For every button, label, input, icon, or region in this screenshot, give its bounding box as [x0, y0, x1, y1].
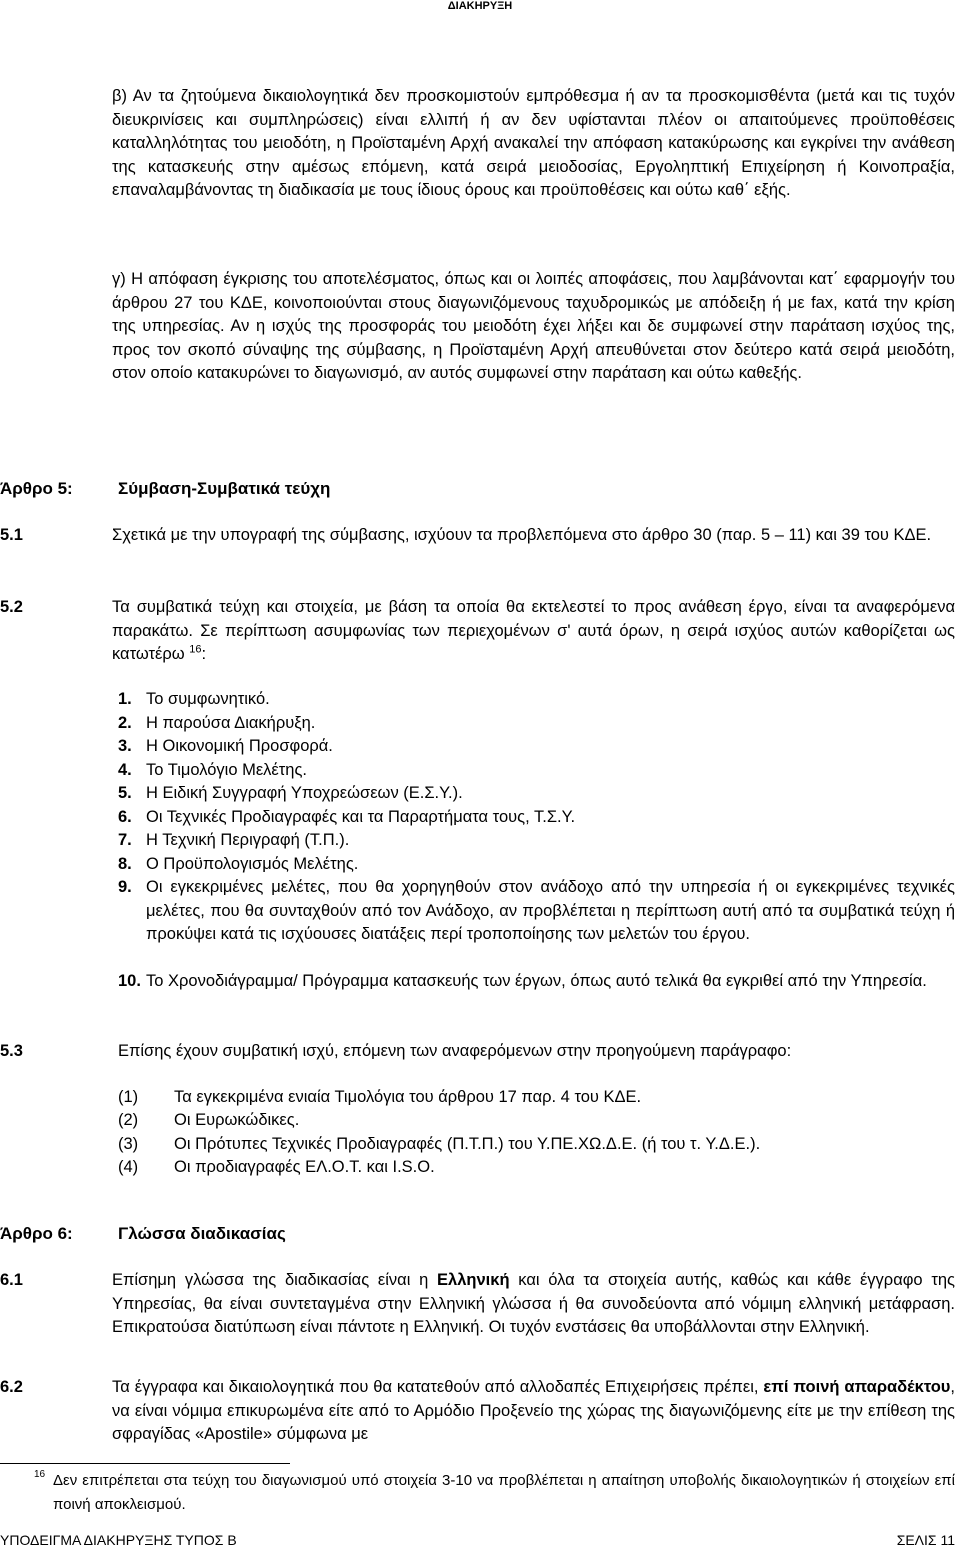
- article-6-label: Άρθρο 6:: [0, 1224, 73, 1243]
- list-item: 3. Η Οικονομική Προσφορά.: [118, 737, 333, 755]
- paragraph-c: γ) Η απόφαση έγκρισης του αποτελέσματος, όπως και οι λοιπές αποφάσεις, που λαμβάνονται κατ΄ εφαρμογήν του άρθρου 27 του ΚΔΕ, κοινοποιούνται στους διαγωνιζόμενους ταχυδρομικώς με απόδειξη ή με fax, κατά την κρίση της υπηρεσίας. Αν η ισχύς της προσφοράς του μειοδότη έχει λήξει και δε συμφωνεί στην παράταση ισχύος της, προς τον σκοπό σύναψης της σύμβασης, η Προϊσταμένη Αρχή απευθύνεται στον δεύτερο κατά σειρά μειοδότη, στον οποίο κατακυρώνει το διαγωνισμό, αν αυτός συμφωνεί στην παράταση και ούτω καθεξής.: [112, 270, 955, 382]
- section-text: Σχετικά με την υπογραφή της σύμβασης, ισχύουν τα προβλεπόμενα στο άρθρο 30 (παρ. 5 – 11) και 39 του ΚΔΕ.: [112, 526, 932, 544]
- footnote-separator: [0, 1463, 290, 1464]
- article-5-label: Άρθρο 5:: [0, 479, 73, 498]
- list-item: 6. Οι Τεχνικές Προδιαγραφές και τα Παραρτήματα τους, Τ.Σ.Υ.: [118, 808, 576, 826]
- list-item-10: 10. Το Χρονοδιάγραμμα/ Πρόγραμμα κατασκευής των έργων, όπως αυτό τελικά θα εγκριθεί από την Υπηρεσία.: [118, 972, 927, 990]
- footer-left: ΥΠΟΔΕΙΓΜΑ ΔΙΑΚΗΡΥΞΗΣ ΤΥΠΟΣ Β: [0, 1532, 237, 1548]
- section-number: 6.2: [0, 1378, 23, 1396]
- article-5-title: Σύμβαση-Συμβατικά τεύχη: [118, 479, 331, 498]
- sub-list-item: (2) Οι Ευρωκώδικες.: [118, 1111, 300, 1129]
- list-item-9: 9. Οι εγκεκριμένες μελέτες, που θα χορηγηθούν στον ανάδοχο από την υπηρεσία ή οι εγκεκριμένες τεχνικές μελέτες, που θα συνταχθούν από τον Ανάδοχο, αν προβλέπεται η περίπτωση αυτή από τα συμβατικά τεύχη ή προκύψει κατά τις ισχύουσες διατάξεις περί τροποποίησης των μελετών του έργου.: [118, 878, 955, 943]
- sub-list-item: (1) Τα εγκεκριμένα ενιαία Τιμολόγια του άρθρου 17 παρ. 4 του ΚΔΕ.: [118, 1088, 642, 1106]
- article-6-title: Γλώσσα διαδικασίας: [118, 1224, 286, 1243]
- footnote-text: Δεν επιτρέπεται στα τεύχη του διαγωνισμού υπό στοιχεία 3-10 να προβλέπεται η απαίτηση υποβολής δικαιολογητικών ή στοιχείων επί ποινή αποκλεισμού.: [53, 1472, 955, 1513]
- sub-list-item: (3) Οι Πρότυπες Τεχνικές Προδιαγραφές (Π.Τ.Π.) του Υ.ΠΕ.ΧΩ.Δ.Ε. (ή του τ. Υ.Δ.Ε.).: [118, 1135, 761, 1153]
- section-text: Επίσης έχουν συμβατική ισχύ, επόμενη των αναφερόμενων στην προηγούμενη παράγραφο:: [118, 1042, 792, 1060]
- section-text: Τα συμβατικά τεύχη και στοιχεία, με βάση τα οποία θα εκτελεστεί το προς ανάθεση έργο, είναι τα αναφερόμενα παρακάτω. Σε περίπτωση ασυμφωνίας των περιεχομένων σ' αυτά όρων, η σειρά ισχύος αυτών καθορίζεται ως κατωτέρω $^{16}$:: [112, 598, 955, 663]
- list-item: 2. Η παρούσα Διακήρυξη.: [118, 714, 316, 732]
- footnote-reference: 16: [189, 643, 202, 656]
- list-item: 4. Το Τιμολόγιο Μελέτης.: [118, 761, 308, 779]
- list-item: 1. Το συμφωνητικό.: [118, 690, 270, 708]
- page-number: ΣΕΛΙΣ 11: [896, 1532, 955, 1548]
- footnote-number: 16: [34, 1469, 46, 1480]
- sub-list-item: (4) Οι προδιαγραφές ΕΛ.Ο.Τ. και I.S.O.: [118, 1158, 435, 1176]
- section-number: 6.1: [0, 1271, 23, 1289]
- section-number: 5.2: [0, 598, 23, 616]
- section-number: 5.1: [0, 526, 23, 544]
- section-text: Επίσημη γλώσσα της διαδικασίας είναι η Ελληνική και όλα τα στοιχεία αυτής, καθώς και κάθε έγγραφο της Υπηρεσίας, θα είναι συντεταγμένα στην Ελληνική γλώσσα ή θα συνοδεύοντα από νόμιμη ελληνική μετάφραση. Επικρατούσα διατύπωση είναι πάντοτε η Ελληνική. Οι τυχόν ενστάσεις θα υποβάλλονται στην Ελληνική.: [112, 1271, 955, 1336]
- page-header: ΔΙΑΚΗΡΥΞΗ: [447, 0, 513, 12]
- section-text: Τα έγγραφα και δικαιολογητικά που θα κατατεθούν από αλλοδαπές Επιχειρήσεις πρέπει, επί ποινή απαραδέκτου, να είναι νόμιμα επικυρωμένα είτε από το Αρμόδιο Προξενείο της χώρας της διαγωνιζόμενης είτε με την επίθεση της σφραγίδας «Apostile» σύμφωνα με: [112, 1378, 956, 1443]
- section-number: 5.3: [0, 1042, 23, 1060]
- paragraph-b: β) Αν τα ζητούμενα δικαιολογητικά δεν προσκομιστούν εμπρόθεσμα ή αν τα προσκομισθέντα (μετά και τις τυχόν διευκρινίσεις και συμπληρώσεις) είναι ελλιπή ή αν δεν υφίστανται πλέον οι απαιτούμενες προϋποθέσεις καταλληλότητας του μειοδότη, η Προϊσταμένη Αρχή ανακαλεί την απόφαση κατακύρωσης και εγκρίνει την ανάθεση της κατασκευής στην αμέσως επόμενη, κατά σειρά μειοδοσίας, Εργοληπτική Επιχείρηση ή Κοινοπραξία, επαναλαμβάνοντας τη διαδικασία με τους ίδιους όρους και προϋποθέσεις και ούτω καθ΄ εξής.: [112, 87, 955, 199]
- list-item: 8. Ο Προϋπολογισμός Μελέτης.: [118, 855, 359, 873]
- list-item: 7. Η Τεχνική Περιγραφή (Τ.Π.).: [118, 831, 350, 849]
- list-item: 5. Η Ειδική Συγγραφή Υποχρεώσεων (Ε.Σ.Υ.).: [118, 784, 463, 802]
